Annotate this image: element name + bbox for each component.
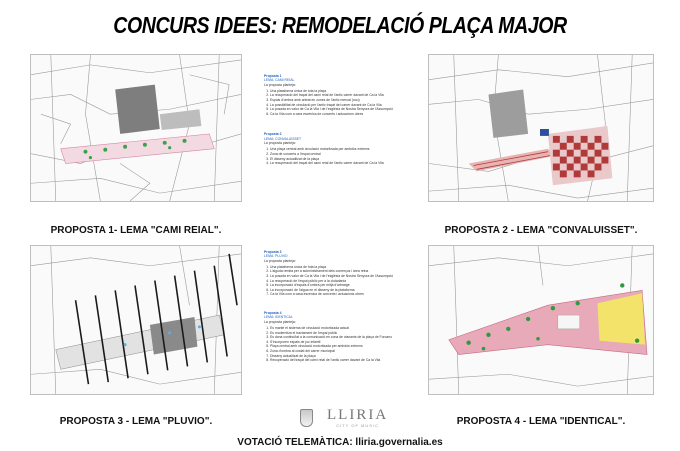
proposals-1-2-description <box>264 74 414 166</box>
proposal-4-point: 2. Es modernitza el tractament de l'espai públic <box>270 331 414 335</box>
proposal-3-lema: LEMA: PLUVIO <box>264 254 288 259</box>
logos <box>300 405 388 431</box>
proposal-3-point: 5. La incorporació d'espais d'ombra per mitjà d'arbratge <box>270 283 414 287</box>
town-crest-icon <box>300 409 313 427</box>
proposal-1-point: 5. La posada en valor de Ca la Vila i de l'església de Nostra Senyora de l'Assumpció <box>270 107 414 111</box>
proposal-3-point: 6. La incorporació de l'aigua en el disseny de la plataforma <box>270 288 414 292</box>
proposal-4-point: 4. S'incorporen espais de joc infantil <box>270 340 414 344</box>
proposal-4-lema: LEMA: IDENTICAL <box>264 315 293 320</box>
proposal-2-point: 4. La recuperació del traçat del camí reial de l'antic carrer davant de Ca la Vila <box>270 161 414 165</box>
proposal-3-heading: Proposta 3 <box>264 250 282 254</box>
proposal-1-point: 1. Una plataforma única de tota la plaça <box>270 89 414 93</box>
proposal-2-caption: PROPOSTA 2 - LEMA "CONVALUISSET". <box>444 225 638 236</box>
proposal-1-heading: Proposta 1 <box>264 74 282 78</box>
proposal-2-point: 3. El disseny actualitzat de la plaça <box>270 157 414 161</box>
proposal-1-point: 3. Espais d'ombra amb arbrat en zones de l'antic mercat (nou) <box>270 98 414 102</box>
proposal-3-point: 1. Una plataforma única de tota la plaça <box>270 265 414 269</box>
proposal-4-point: 1. Es manté el sistema de circulació motoritzada actual <box>270 326 414 330</box>
proposal-1-lema: LEMA: CAMI REIAL <box>264 78 295 83</box>
proposal-1-intro: La proposta planteja: <box>264 82 296 87</box>
lliria-logo-name: LLIRIA <box>327 407 389 423</box>
proposal-4-heading: Proposta 4 <box>264 311 282 316</box>
proposal-1-point: 2. La recuperació del traçat del camí reial de l'antic carrer davant de Ca la Vila <box>270 93 414 97</box>
proposal-3-point: 7. Ca la Vila com a casa escènica de concerts i actuacions obres <box>270 292 414 296</box>
proposal-4-caption: PROPOSTA 4 - LEMA "IDENTICAL". <box>456 416 626 427</box>
proposal-1-point: 4. La possibilitat de circulació per l'antic traçat del carrer davant de Ca la Vila <box>270 103 414 107</box>
proposal-3-point: 2. L'aiguda remita per a subministrament dels comerços i àrea reina <box>270 269 414 273</box>
proposal-3-caption: PROPOSTA 3 - LEMA "PLUVIO". <box>59 416 213 427</box>
proposal-3-plan <box>30 245 242 395</box>
proposal-2-lema: LEMA: CONVALUISSET <box>264 136 302 141</box>
proposal-4-point: 7. Disseny actualitzat de la plaça <box>270 354 414 358</box>
proposal-4-plan <box>428 245 654 395</box>
proposal-1-plan <box>30 54 242 202</box>
lliria-logo-tagline: CITY OF MUSIC <box>336 423 379 428</box>
proposals-3-4-description <box>264 250 414 363</box>
lliria-logo <box>327 408 388 428</box>
proposal-1-point: 6. Ca la Vila com a cara escènica de concerts i actuacions obres <box>270 112 414 116</box>
proposal-3-point: 3. La posada en valor de Ca la Vila i de l'església de Nostra Senyora de l'Assumpció <box>270 274 414 278</box>
proposal-4-point: 6. Zona d'ombra al costat del carrer municipal <box>270 349 414 353</box>
proposal-2-point: 1. Una plaça central amb circulació motoritzada per ambdós extrems <box>270 147 414 151</box>
proposal-2-plan <box>428 54 654 202</box>
proposal-4-point: 3. Es dona continuïtat a la comunicació en zona de vianants de la plaça de Forcano <box>270 335 414 339</box>
proposal-1-caption: PROPOSTA 1- LEMA "CAMI REIAL". <box>50 225 222 236</box>
proposal-4-intro: La proposta planteja: <box>264 319 296 324</box>
proposal-4-point: 8. Recuperació del traçat del camí reial de l'antic carrer davant de Ca la Vila <box>270 358 414 362</box>
proposal-2-intro: La proposta planteja: <box>264 141 296 146</box>
proposal-2-heading: Proposta 2 <box>264 132 282 137</box>
page-title: CONCURS IDEES: REMODELACIÓ PLAÇA MAJOR <box>113 12 567 38</box>
proposal-3-point: 4. La recuperació de l'espai públic per a la ciutadania <box>270 279 414 283</box>
proposal-2-point: 2. Zona de concerts a l'espai central <box>270 152 414 156</box>
proposal-3-intro: La proposta planteja: <box>264 258 296 263</box>
voting-info: VOTACIÓ TELEMÀTICA: lliria.governalia.es <box>237 437 443 448</box>
proposal-4-point: 5. Plaça central amb circulació motoritzada per ambdós extrems <box>270 344 414 348</box>
